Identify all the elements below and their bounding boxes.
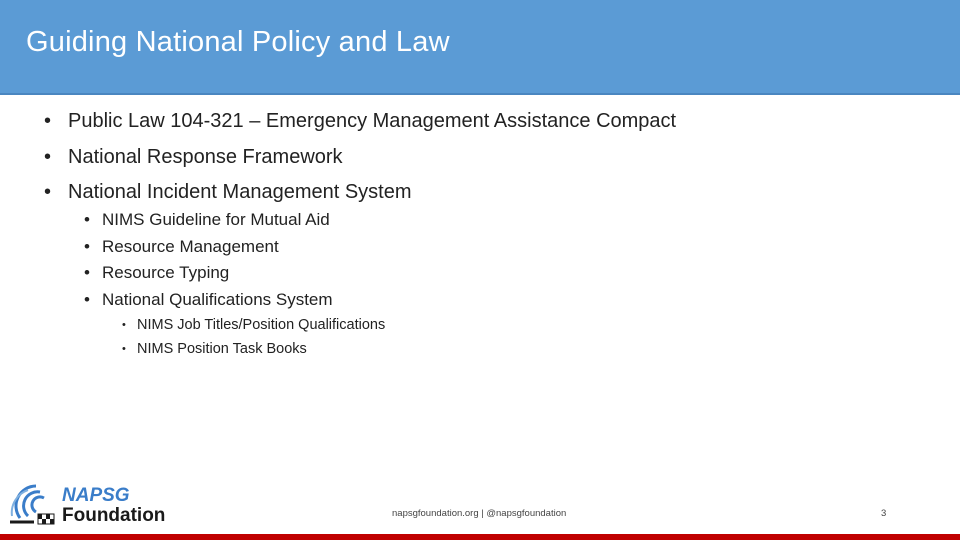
accent-bar	[0, 534, 960, 540]
radar-waves-icon	[6, 482, 62, 528]
bullet-text: NIMS Guideline for Mutual Aid	[102, 210, 330, 229]
page-number: 3	[881, 508, 887, 519]
bullet-text: National Qualifications System	[102, 290, 333, 309]
bullet-text: National Incident Management System	[68, 181, 412, 203]
logo-line2: Foundation	[62, 505, 166, 526]
bullet-icon: •	[44, 146, 52, 168]
bullet-text: NIMS Job Titles/Position Qualifications	[137, 317, 386, 333]
slide-title: Guiding National Policy and Law	[26, 26, 450, 58]
bullet-icon: •	[122, 343, 126, 355]
logo-line1: NAPSG	[62, 485, 130, 506]
bullet-text: Public Law 104-321 – Emergency Management Assistance Compact	[68, 110, 677, 132]
bullet-icon: •	[84, 237, 90, 256]
bullet-icon: •	[84, 263, 90, 282]
bullet-text: Resource Management	[102, 237, 279, 256]
bullet-icon: •	[84, 210, 90, 229]
napsg-logo[interactable]	[6, 482, 166, 528]
bullet-text: National Response Framework	[68, 146, 343, 168]
bullet-icon: •	[84, 290, 90, 309]
footer-links[interactable]: napsgfoundation.org | @napsgfoundation	[392, 508, 567, 519]
bullet-icon: •	[44, 181, 52, 203]
bullet-text: Resource Typing	[102, 263, 230, 282]
logo-wordmark	[62, 486, 165, 526]
bullet-icon: •	[122, 319, 126, 331]
bullet-icon: •	[44, 110, 52, 132]
bullet-text: NIMS Position Task Books	[137, 341, 307, 357]
